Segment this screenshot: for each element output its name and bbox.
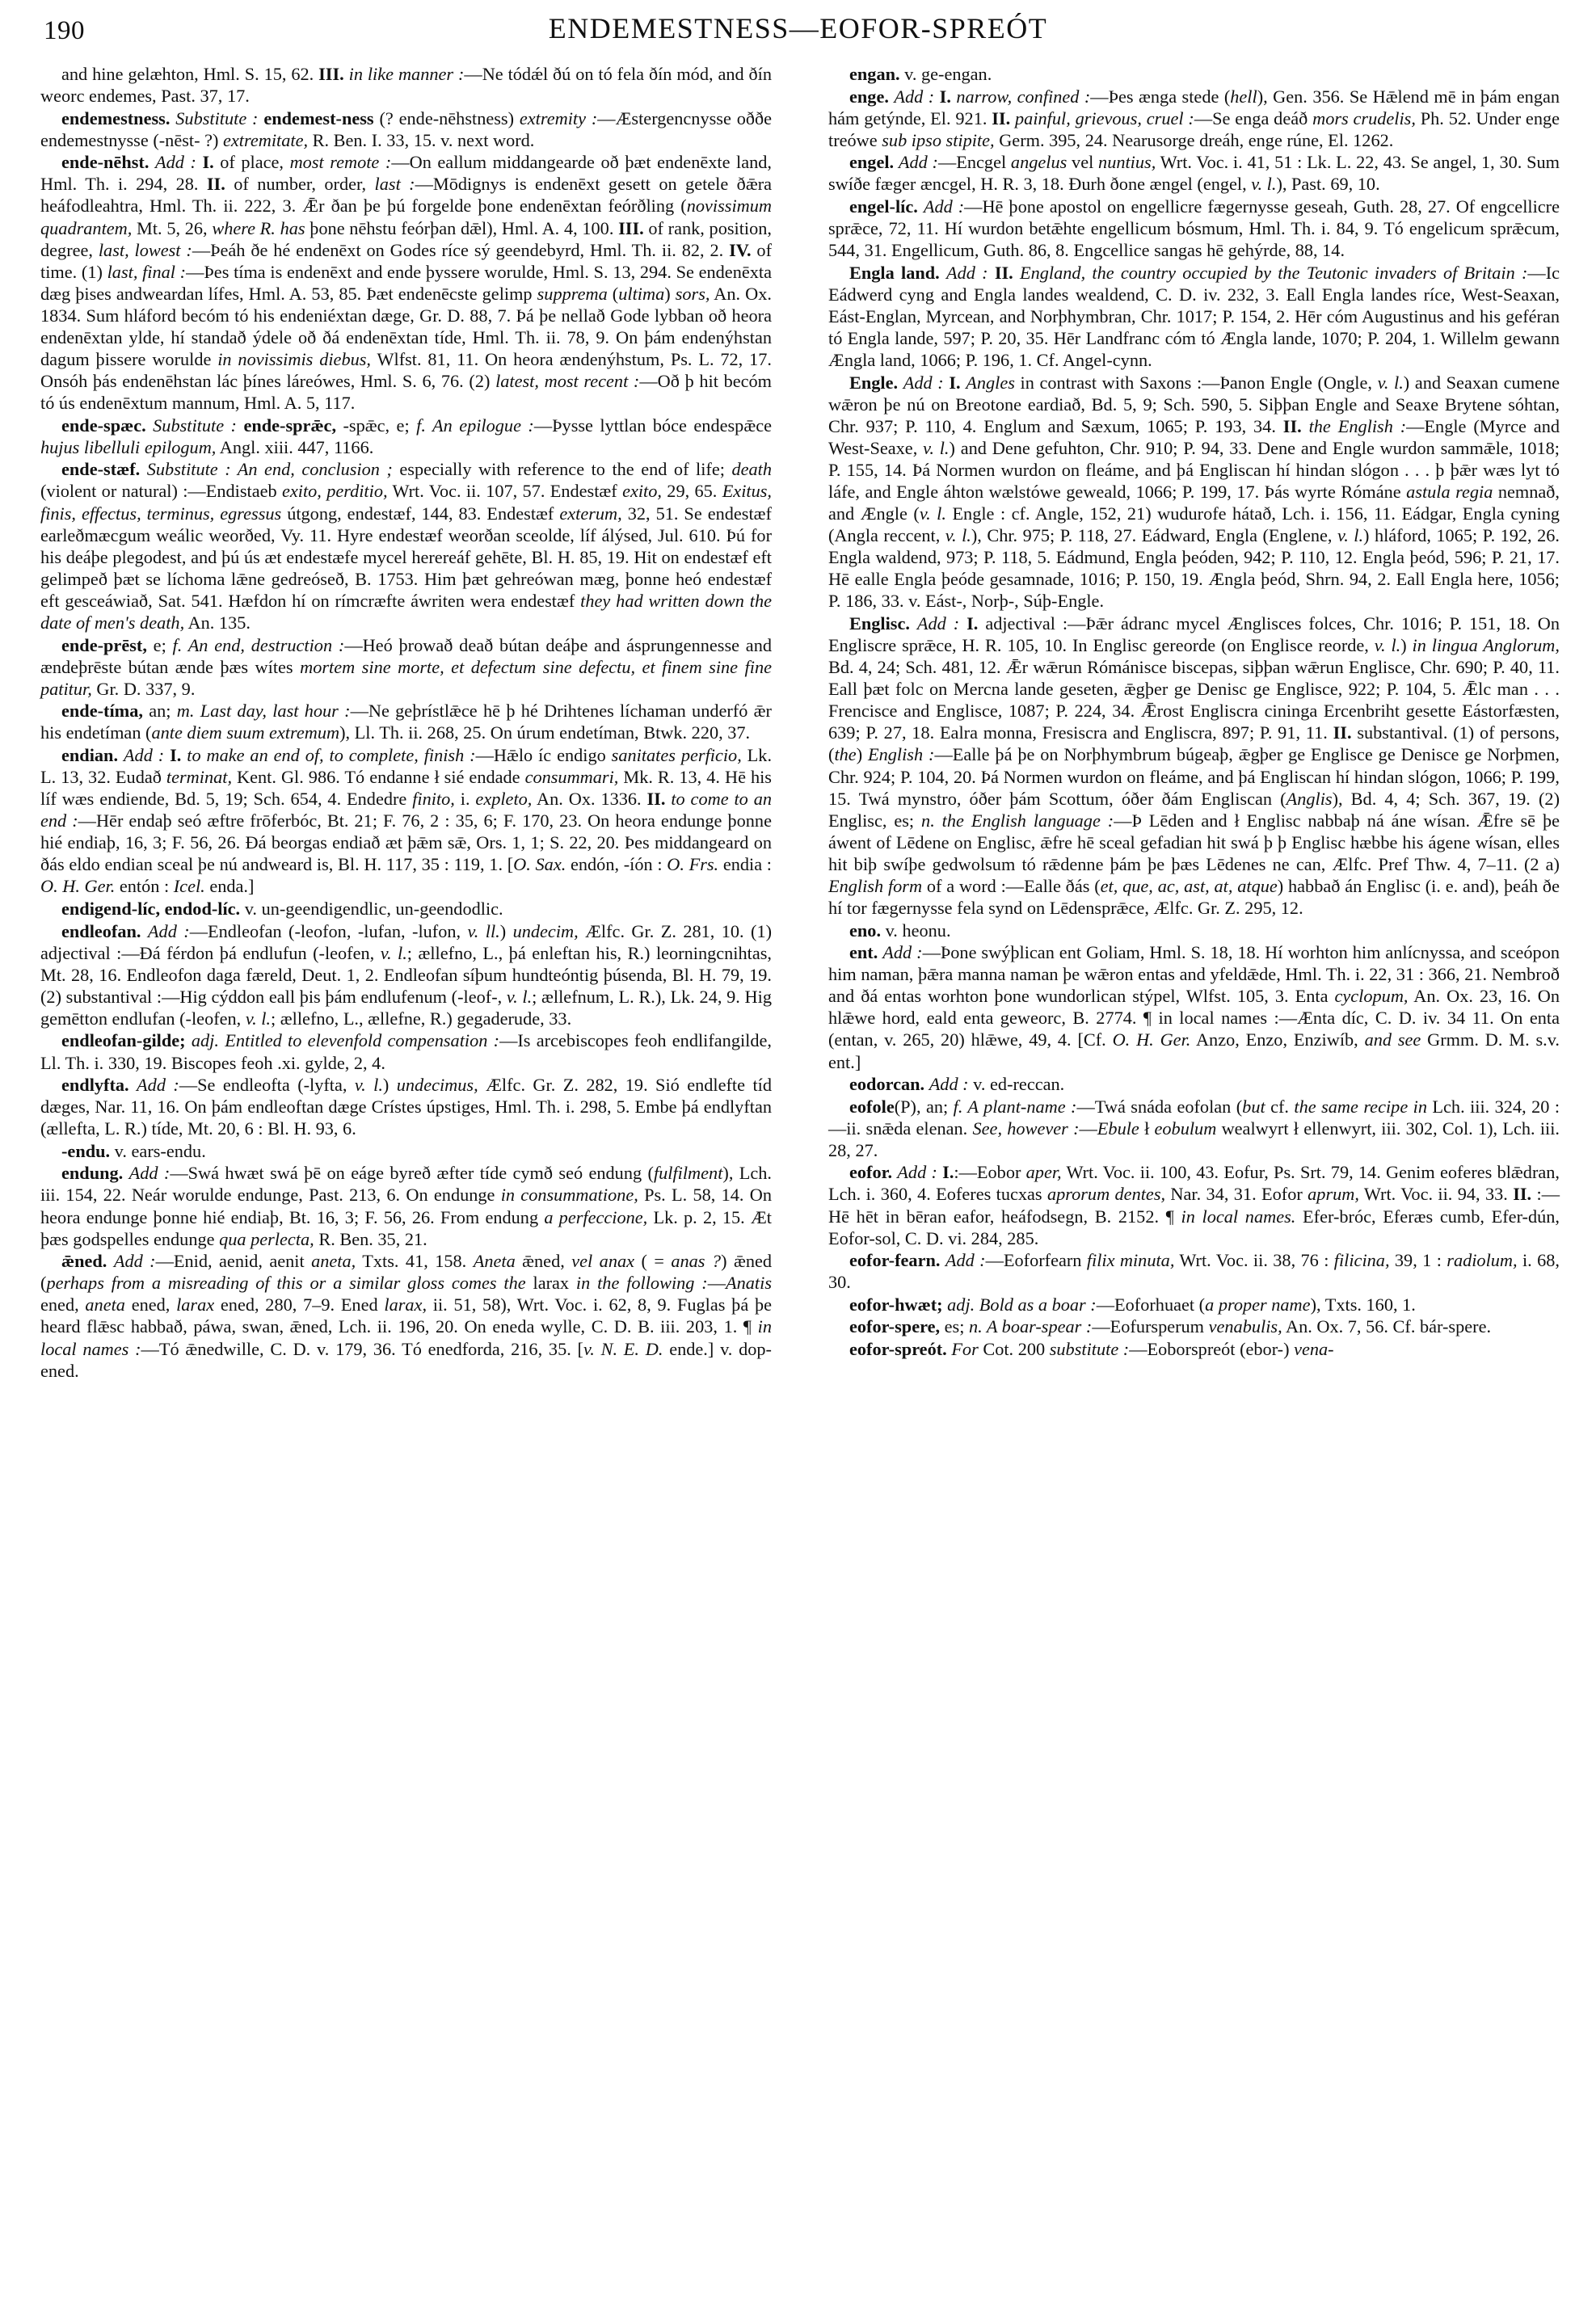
column-right [828, 63, 1560, 2293]
dictionary-entry: eodorcan. Add : v. ed-reccan. [849, 1074, 1065, 1095]
dictionary-entry: ende-spæc. Substitute : ende-sprǣc, -spǣc, e; f. An epilogue :—Þysse lyttlan bóce endespǣce hujus libelluli epilogum, Angl. xiii. 447, 1166. [40, 415, 772, 457]
dictionary-entry: engel-líc. Add :—Hē þone apostol on engellicre fægernysse geseah, Guth. 28, 27. Of engcellicre sprǣce, 72, 11. Hí wurdon betǣhte engellicum bósmum, Hml. Th. i. 84, 9. Tó engelicum sprǣcum, 544, 31. Engellicum, Guth. 86, 8. Engcellice sangas hē gehýrde, 88, 14. [828, 196, 1560, 261]
dictionary-entry: Englisc. Add : I. adjectival :—Þǣr ádranc mycel Ænglisces folces, Chr. 1016; P. 151, 18. On Engliscre sprǣce, H. R. 105, 10. In Englisc gereorde (on Englisce reorde, v. l.) in lingua Anglorum, Bd. 4, 24; Sch. 481, 12. Ǣr wǣrun Rómánisce biscepas, siþþan wǣrun Englisce, Chr. 690; P. 40, 11. Eall þæt folc on Mercna lande geseten, ǣgþer ge Denisc ge Englisce, 922; P. 104, 5. Ǣlc man . . . Frencisce and Englisce, 1087; P. 224, 34. Ǣrost Engliscra cininga Ercenbriht gesette Eástorfæsten, 639; P. 27, 18. Ealra monna, Fresiscra and Engliscra, 897; P. 91, 11. II. substantival. (1) of persons, (the) English :—Ealle þá þe on Norþhymbrum búgeaþ, ǣgþer ge Englisce ge Denisce ge Norþmen, Chr. 924; P. 104, 20. Þá Normen wurdon on fleáme, and þá Engliscan hí hindan slógon, 1066; P. 199, 15. Twá mynstro, óðer þám Scottum, óðer ðám Engliscan (Anglis), Bd. 4, 4; Sch. 367, 19. (2) Englisc, es; n. the English language :—Þ Lēden and ł Englisc nabbaþ ná áne wísan. Ǣfre sē þe áwent of Lēdene on Englisc, ǣfre hē sceal gefadian hit swá þ þ Englisc hæbbe his ágene wísan, elles hit biþ swíþe gedwolsum tó rǣdenne þám þe þæs Lēdenes ne can, Ælfc. Pref Thw. 4, 7–11. (2 a) English form of a word :—Ealle ðás (et, que, ac, ast, at, atque) habbað án Englisc (i. e. and), þeáh ðe hí tor fægernysse fela synd on Lēdensprǣce, Ælfc. Gr. Z. 295, 12. [828, 612, 1560, 918]
dictionary-entry: endleofan. Add :—Endleofan (-leofon, -lufan, -lufon, v. ll.) undecim, Ælfc. Gr. Z. 281, 10. (1) adjectival :—Ðá férdon þá endlufun (-leofen, v. l.; ællefno, L., þá enleftan his, R.) leorningcnihtas, Mt. 28, 16. Endleofon daga færeld, Deut. 1, 2. Endleofan síþum hundteóntig þúsenda, Bl. H. 79, 19. (2) substantival :—Hig cýddon eall þis þám endlufenum (-leof-, v. l.; ællefnum, L. R.), Lk. 24, 9. Hig gemētton endlufan (-leofen, v. l.; ællefno, L., ællefne, R.) gegaderude, 33. [40, 920, 773, 1029]
folio-number: 190 [44, 16, 85, 45]
page-title: ENDEMESTNESS—EOFOR-SPREÓT [548, 12, 1048, 44]
dictionary-entry: endleofan-gilde; adj. Entitled to elevenfold compensation :—Is arcebiscopes feoh endlifangilde, Ll. Th. i. 330, 19. Biscopes feoh .xi. gylde, 2, 4. [40, 1030, 772, 1073]
dictionary-entry: ǣned. Add :—Enid, aenid, aenit aneta, Txts. 41, 158. Aneta ǣned, vel anax ( = anas ?) ǣned (perhaps from a misreading of this or a similar gloss comes the larax in the following :—Anatis ened, aneta ened, larax ened, 280, 7–9. Ened larax, ii. 51, 58), Wrt. Voc. i. 62, 8, 9. Fuglas þá þe heard flǣsc habbað, páwa, swan, ǣned, Lch. ii. 196, 20. On eneda wylle, C. D. B. iii. 203, 1. ¶ in local names :—Tó ǣnedwille, C. D. v. 179, 36. Tó enedforda, 216, 35. [v. N. E. D. ende.] v. dop-ened. [40, 1251, 773, 1381]
dictionary-entry: eofor-hwæt; adj. Bold as a boar :—Eoforhuaet (a proper name), Txts. 160, 1. [849, 1294, 1416, 1315]
dictionary-entry: eofor-spere, es; n. A boar-spear :—Eofursperum venabulis, An. Ox. 7, 56. Cf. bár-spere. [849, 1316, 1492, 1337]
dictionary-entry: ende-prēst, e; f. An end, destruction :—Heó þrowað deað bútan deáþe and ásprungennesse and ændeþrēste bútan ænde þæs wítes mortem sine morte, et defectum sine defectu, et finem sine fine patitur, Gr. D. 337, 9. [40, 634, 772, 699]
running-head [44, 11, 1552, 55]
dictionary-entry: eofor. Add : I.:—Eobor aper, Wrt. Voc. ii. 100, 43. Eofur, Ps. Srt. 79, 14. Genim eoferes blǣdran, Lch. i. 360, 4. Eoferes tucxas aprorum dentes, Nar. 34, 31. Eofor aprum, Wrt. Voc. ii. 94, 33. II. :—Hē hēt in bēran eafor, heáfodsegn, B. 2152. ¶ in local names. Efer-bróc, Eferæs cumb, Efer-dún, Eofor-sol, C. D. vi. 284, 285. [828, 1162, 1560, 1248]
dictionary-entry: ende-nēhst. Add : I. of place, most remote :—On eallum middangearde oð þæt endenēxte land, Hml. Th. i. 294, 28. II. of number, order, last :—Mōdignys is endenēxt gesett on getele ðǣra heáfodleahtra, Hml. Th. ii. 222, 3. Ǣr ðan þe þú forgelde þone endenēxtan feórðling (novissimum quadrantem, Mt. 5, 26, where R. has þone nēhstu feórþan dǣl), Hml. A. 4, 100. III. of rank, position, degree, last, lowest :—Þeáh ðe hé endenēxt on Godes ríce sý geendebyrd, Hml. Th. ii. 82, 2. IV. of time. (1) last, final :—Þes tíma is endenēxt and ende þyssere worulde, Hml. S. 13, 294. Se endenēxta dæg þises andweardan lífes, Hml. A. 53, 85. Þæt endenēcste gelimp supprema (ultima) sors, An. Ox. 1834. Sum hláford becóm tó his endeniéxtan dæge, Gr. D. 88, 7. Þá þe nellað Gode lybban oð heora endenēxtan ylde, hí standað ýdele oð ðá endenēxtan tíde, Hml. Th. ii. 78, 9. On þám endenýhstan dagum þissere worulde in novissimis diebus, Wlfst. 81, 11. On heora ændenýhstum, Ps. L. 72, 17. Onsóh þás endenēhstan lác þínes láreówes, Hml. S. 6, 76. (2) latest, most recent :—Oð þ hit becóm tó ús endenēxtum mannum, Hml. A. 5, 117. [40, 152, 773, 414]
dictionary-entry: endemestness. Substitute : endemest-ness (? ende-nēhstness) extremity :—Æstergencnysse oððe endemestnysse (-nēst- ?) extremitate, R. Ben. I. 33, 15. v. next word. [40, 107, 773, 150]
dictionary-entry: -endu. v. ears-endu. [61, 1140, 206, 1161]
text-columns [40, 63, 1560, 2293]
dictionary-entry: Engla land. Add : II. England, the country occupied by the Teutonic invaders of Britain :—Ic Eádwerd cyng and Engla landes wealdend, C. D. iv. 232, 3. Eall Engla landes ríce, West-Seaxan, Eást-Englan, Myrcean, and Norþhymbran, Chr. 1017; P. 154, 2. Hēr cóm Augustinus and his geféran tó Engla lande, 597; P. 20, 35. Hēr Landfranc cóm tó Ængla lande, 1070; P. 204, 1. Willelm gewann Ængla land, 1066; P. 196, 1. Cf. Angel-cynn. [828, 262, 1560, 371]
dictionary-entry: eofor-fearn. Add :—Eoforfearn filix minuta, Wrt. Voc. ii. 38, 76 : filicina, 39, 1 : radiolum, i. 68, 30. [828, 1250, 1560, 1293]
dictionary-entry: and hine gelæhton, Hml. S. 15, 62. III. in like manner :—Ne tódǽl ðú on tó fela ðín mód, and ðín weorc endemes, Past. 37, 17. [40, 64, 773, 107]
dictionary-entry: enge. Add : I. narrow, confined :—Þes ænga stede (hell), Gen. 356. Se Hǣlend mē in þám engan hám getýnde, El. 921. II. painful, grievous, cruel :—Se enga deáð mors crudelis, Ph. 52. Under enge treówe sub ipso stipite, Germ. 395, 24. Nearusorge dreáh, enge rúne, El. 1262. [828, 86, 1560, 150]
dictionary-entry: ende-tíma, an; m. Last day, last hour :—Ne geþrístlǣce hē þ hé Drihtenes líchaman underfó ǣr his endetíman (ante diem suum extremum), Ll. Th. ii. 268, 25. On úrum endetíman, Btwk. 220, 37. [40, 701, 772, 743]
dictionary-entry: eno. v. heonu. [849, 920, 951, 941]
dictionary-entry: Engle. Add : I. Angles in contrast with Saxons :—Þanon Engle (Ongle, v. l.) and Seaxan cumene wǣron þe nú on Breotone eardiað, Bd. 5, 9; Sch. 590, 5. Siþþan Engle and Seaxe Brytene sóhtan, Chr. 937; P. 110, 4. Englum and Sæxum, 1065; P. 193, 34. II. the English :—Engle (Myrce and West-Seaxe, v. l.) and Dene gefuhton, Chr. 910; P. 94, 33. Dene and Engle wurdon sammǣle, 1018; P. 155, 14. Þá Normen wurdon on fleáme, and þá Engliscan hí hindan slógon . . . þ þǣr wæs lyt tó láfe, and Engle áhton wælstówe geweald, 1066; P. 199, 17. Þás wyrte Rómáne astula regia nemnað, and Ængle (v. l. Engle : cf. Angle, 152, 21) wudurofe hátað, Lch. i. 156, 11. Eádgar, Engla cyning (Angla reccent, v. l.), Chr. 975; P. 118, 27. Eádward, Engla (Englene, v. l.) hláford, 1065; P. 192, 26. Engla waldend, 973; P. 118, 5. Eádmund, Engla þeóden, 942; P. 110, 12. Engla þeód, 596; P. 21, 17. Hē ealle Engla þeóde gesamnade, 1016; P. 150, 19. Ængla þeód, Shrn. 94, 2. Eall Engla here, 1056; P. 186, 33. v. Eást-, Norþ-, Súþ-Engle. [828, 372, 1560, 612]
column-left [40, 63, 772, 2293]
dictionary-entry: endlyfta. Add :—Se endleofta (-lyfta, v. l.) undecimus, Ælfc. Gr. Z. 282, 19. Sió endlefte tíd dæges, Nar. 11, 16. On þám endleoftan dæge Crístes úpstiges, Hml. Th. i. 298, 5. Embe þá endlyftan (ællefta, L. R.) tíde, Mt. 20, 6 : Bl. H. 93, 6. [40, 1075, 772, 1139]
dictionary-entry: eofole(P), an; f. A plant-name :—Twá snáda eofolan (but cf. the same recipe in Lch. iii. 324, 20 :—ii. snǣda elenan. See, however :—Ebule ł eobulum wealwyrt ł ellenwyrt, iii. 302, Col. 1), Lch. iii. 28, 27. [828, 1096, 1560, 1160]
dictionary-entry: eofor-spreót. For Cot. 200 substitute :—Eoborspreót (ebor-) vena- [849, 1339, 1334, 1360]
dictionary-entry: endigend-líc, endod-líc. v. un-geendigendlic, un-geendodlic. [61, 898, 503, 919]
dictionary-entry: endung. Add :—Swá hwæt swá þē on eáge byreð æfter tíde cymð seó endung (fulfilment), Lch. iii. 154, 22. Neár worulde endunge, Past. 213, 6. On endunge in consummatione, Ps. L. 58, 14. On heora endunge þonne hié endiaþ, Bt. 16, 3; F. 56, 26. From endung a perfeccione, Lk. p. 2, 15. Æt þæs godspelles endunge qua perlecta, R. Ben. 35, 21. [40, 1163, 773, 1249]
dictionary-entry: engan. v. ge-engan. [849, 64, 992, 84]
dictionary-entry: endian. Add : I. to make an end of, to complete, finish :—Hǣlo íc endigo sanitates perficio, Lk. L. 13, 32. Eudað terminat, Kent. Gl. 986. Tó endanne ł sié endade consummari, Mk. R. 13, 4. Hē his líf wæs endiende, Bd. 5, 19; Sch. 654, 4. Endedre finito, i. expleto, An. Ox. 1336. II. to come to an end :—Hēr endaþ seó æftre frōferbóc, Bt. 21; F. 76, 2 : 35, 6; F. 170, 23. On heora endunge þonne hié endiaþ, 16, 3; F. 56, 26. Ðá beorgas endiað æt þǣm sǣ, Ors. 1, 1; S. 22, 20. Þes middangeard on ðás eldo endian sceal þe nú andweard is, Bl. H. 117, 35 : 119, 1. [O. Sax. endón, -íón : O. Frs. endia : O. H. Ger. entón : Icel. enda.] [40, 744, 773, 897]
dictionary-entry: ent. Add :—Þone swýþlican ent Goliam, Hml. S. 18, 18. Hí worhton him anlícnyssa, and sceópon him naman, þǣra manna naman þe wǣron entas and yfeldǣde, Hml. Th. i. 22, 31 : 366, 21. Nembroð and ðá entas worhton þone wundorlican stýpel, Wlfst. 105, 3. Enta cyclopum, An. Ox. 23, 16. On hlǣwe hord, eald enta geweorc, B. 2774. ¶ in local names :—Ænta díc, C. D. iv. 34 11. On enta (entan, v. 265, 20) hlǣwe, 49, 4. [Cf. O. H. Ger. Anzo, Enzo, Enziwíb, and see Grmm. D. M. s.v. ent.] [828, 942, 1560, 1072]
dictionary-entry: ende-stæf. Substitute : An end, conclusion ; especially with reference to the end of life; death (violent or natural) :—Endistaeb exito, perditio, Wrt. Voc. ii. 107, 57. Endestæf exito, 29, 65. Exitus, finis, effectus, terminus, egressus útgong, endestæf, 144, 83. Endestæf exterum, 32, 51. Se endestæf earleðmæcgum weálic weorðed, Vy. 11. Hyre endestæf weorðan sceolde, líf álýsed, Jul. 610. Þú for his deáþe plegodest, and þú ús æt endestæfe mycel herereáf gehēte, Bl. H. 85, 19. Hit on endestæf eft gelimpeð þæt se líchoma lǣne gedreóseð, B. 1753. Him þæt gehreówan mæg, þonne heó endestæf eft gesceáwiað, Sat. 541. Hæfdon hí on rímcræfte áwriten wera endestæf they had written down the date of men's death, An. 135. [40, 459, 772, 633]
dictionary-entry: engel. Add :—Encgel angelus vel nuntius, Wrt. Voc. i. 41, 51 : Lk. L. 22, 43. Se angel, 1, 30. Sum swíðe fæger æncgel, H. R. 3, 18. Ðurh ðone ængel (engel, v. l.), Past. 69, 10. [828, 152, 1560, 195]
